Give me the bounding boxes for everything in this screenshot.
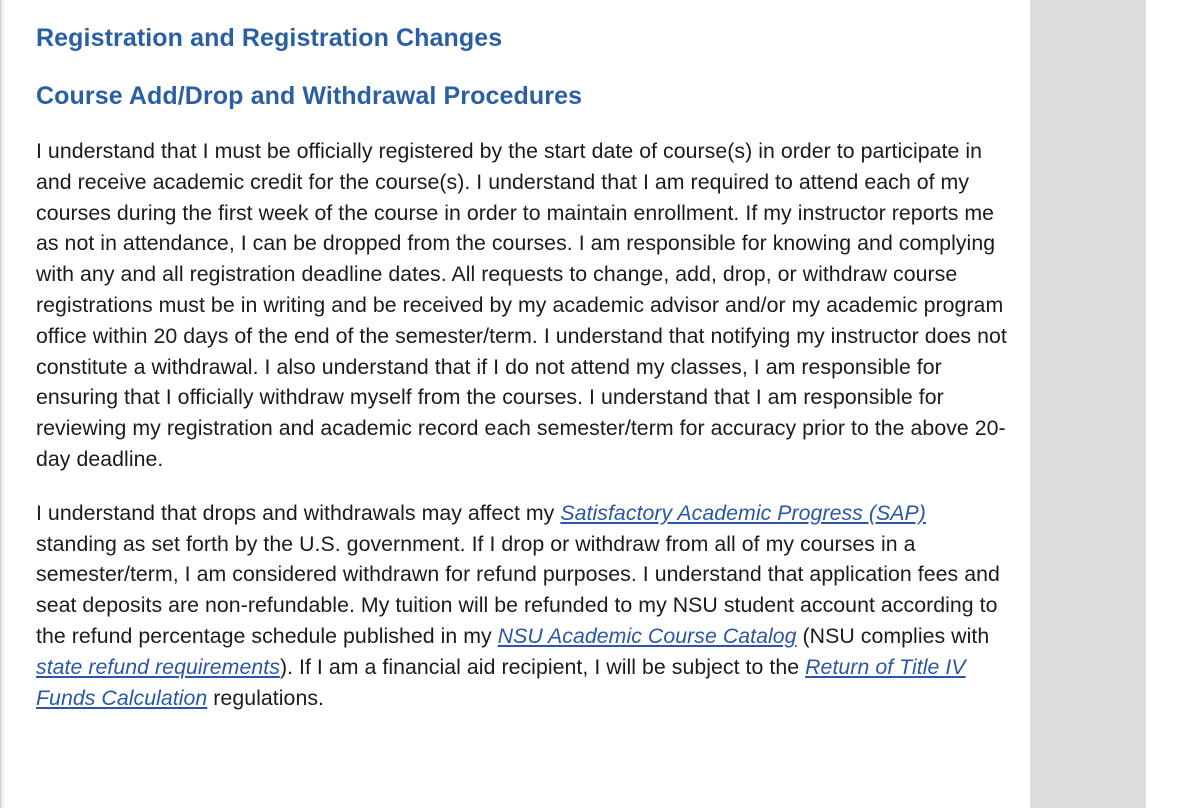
paragraph-registration: I understand that I must be officially registered by the start date of course(s) in order to participate in and receive academic credit for the course(s). I understand that I am required to attend each of my courses during the first week of the course in order to maintain enrollment. If my instructor reports me as not in attendance, I can be dropped from the courses. I am responsible for knowing and complying with any and all registration deadline dates. All requests to change, add, drop, or withdraw course registrations must be in writing and be received by my academic advisor and/or my academic program office within 20 days of the end of the semester/term. I understand that notifying my instructor does not constitute a withdrawal. I also understand that if I do not attend my classes, I am responsible for ensuring that I officially withdraw myself from the courses. I understand that I am responsible for reviewing my registration and academic record each semester/term for accuracy prior to the above 20-day deadline. — [36, 139, 1007, 471]
paragraph-text: (NSU complies with — [796, 623, 990, 648]
section-title: Registration and Registration Changes — [36, 24, 503, 52]
subsection-title: Course Add/Drop and Withdrawal Procedures — [36, 82, 583, 110]
content-edge-shadow — [1, 0, 5, 808]
state-refund-requirements-link[interactable]: state refund requirements — [36, 654, 280, 679]
paragraph-text: regulations. — [207, 685, 324, 710]
course-catalog-link[interactable]: NSU Academic Course Catalog — [497, 623, 797, 648]
right-sidebar — [1030, 0, 1146, 808]
paragraph-text: I understand that drops and withdrawals may affect my — [36, 500, 561, 525]
title-iv-funds-link[interactable]: Return of Title IV Funds Calculation — [36, 654, 966, 710]
paragraph-drops-withdrawals — [36, 498, 1011, 714]
page-right-margin — [1146, 0, 1200, 808]
paragraph-text: ). If I am a financial aid recipient, I will be subject to the — [279, 654, 806, 679]
paragraph-text: standing as set forth by the U.S. government. If I drop or withdraw from all of my courses in a semester/term, I am considered withdrawn for refund purposes. I understand that application fees and seat deposits are non-refundable. My tuition will be refunded to my NSU student account according to the refund percentage schedule published in my — [36, 531, 1000, 648]
sap-link[interactable]: Satisfactory Academic Progress (SAP) — [560, 500, 926, 525]
